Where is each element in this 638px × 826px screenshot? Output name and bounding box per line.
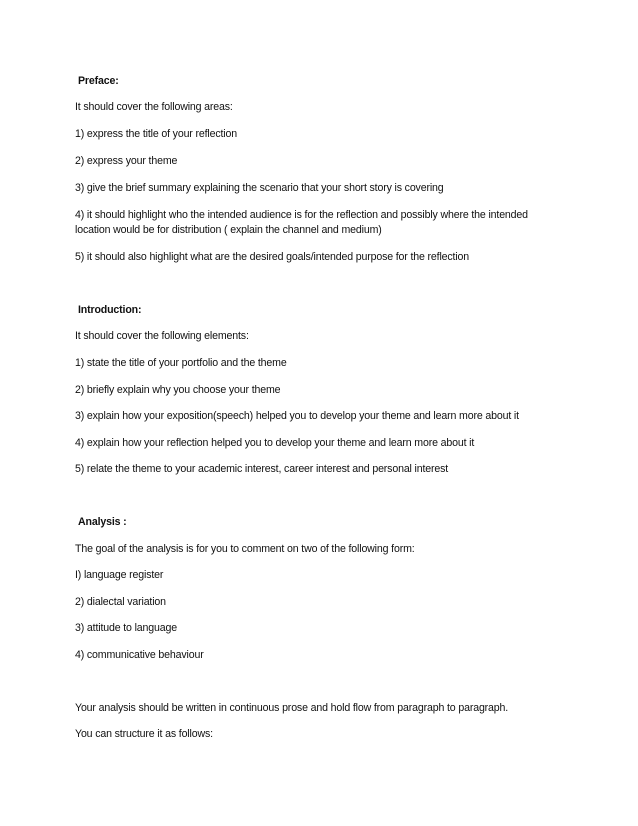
preface-item-2: 2) express your theme (75, 155, 178, 167)
analysis-item-1: I) language register (75, 569, 164, 581)
introduction-item-5: 5) relate the theme to your academic interest, career interest and personal interest (75, 463, 449, 475)
introduction-item-2: 2) briefly explain why you choose your theme (75, 384, 281, 396)
analysis-heading: Analysis : (78, 516, 127, 528)
analysis-item-4: 4) communicative behaviour (75, 649, 204, 661)
preface-item-4-continued: location would be for distribution ( explain the channel and medium) (75, 224, 382, 236)
preface-item-5: 5) it should also highlight what are the desired goals/intended purpose for the reflection (75, 251, 470, 263)
analysis-closing-1: Your analysis should be written in continuous prose and hold flow from paragraph to paragraph. (75, 702, 509, 714)
analysis-item-2: 2) dialectal variation (75, 596, 166, 608)
preface-item-3: 3) give the brief summary explaining the scenario that your short story is covering (75, 182, 444, 194)
analysis-item-3: 3) attitude to language (75, 622, 177, 634)
analysis-closing-2: You can structure it as follows: (75, 728, 213, 740)
preface-heading: Preface: (78, 75, 119, 87)
introduction-heading: Introduction: (78, 304, 142, 316)
analysis-intro: The goal of the analysis is for you to comment on two of the following form: (75, 543, 415, 555)
introduction-item-4: 4) explain how your reflection helped you to develop your theme and learn more about it (75, 437, 475, 449)
preface-item-1: 1) express the title of your reflection (75, 128, 237, 140)
preface-item-4: 4) it should highlight who the intended audience is for the reflection and possibly where the intended (75, 209, 528, 221)
introduction-item-1: 1) state the title of your portfolio and the theme (75, 357, 287, 369)
introduction-intro: It should cover the following elements: (75, 330, 249, 342)
introduction-item-3: 3) explain how your exposition(speech) helped you to develop your theme and learn more about it (75, 410, 519, 422)
preface-intro: It should cover the following areas: (75, 101, 233, 113)
